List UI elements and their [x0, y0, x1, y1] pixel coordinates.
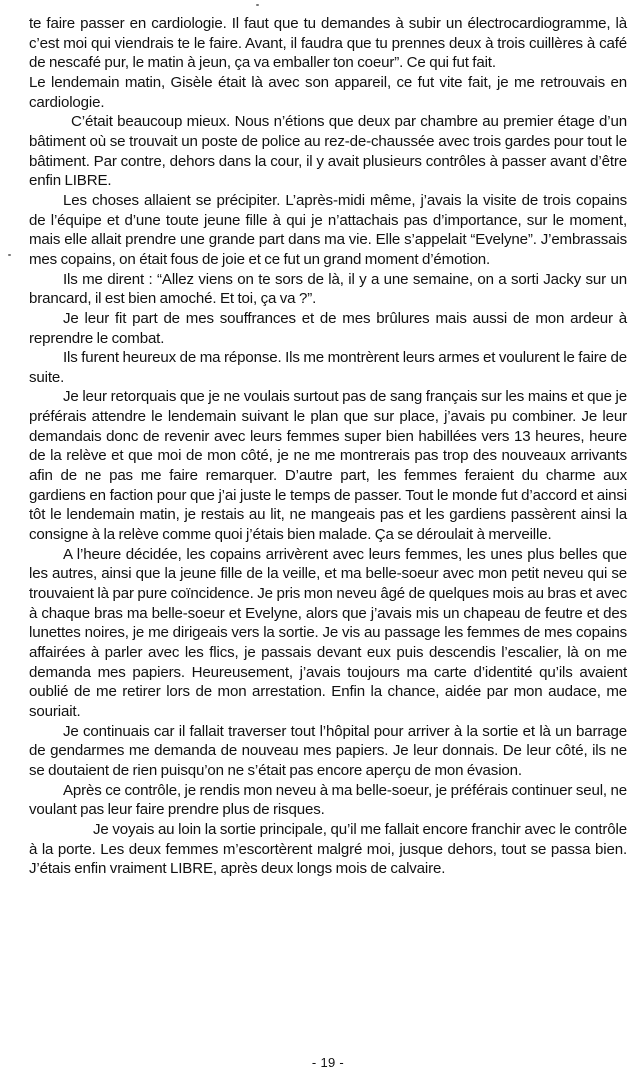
body-text	[29, 14, 627, 879]
scan-speck	[256, 4, 259, 6]
paragraph: Je leur retorquais que je ne voulais surtout pas de sang français sur les mains et que je préférais attendre le lendemain suivant le plan que sur place, j’avais pu combiner. Je leur demandais donc de revenir avec leurs femmes super bien habillées vers 13 heures, heure de la relève et que moi de mon côté, je ne me montrerais pas trop des nouveaux arrivants afin de ne pas me faire remarquer. D’autre part, les femmes feraient du charme aux gardiens en faction pour que j’ai juste le temps de passer. Tout le monde fut d’accord et ainsi tôt le lendemain matin, je restais au lit, ne mangeais pas et les gardiens passèrent ainsi la consigne à la relève comme quoi j’étais bien malade. Ça se déroulait à merveille.	[29, 388, 627, 544]
paragraph: Je leur fit part de mes souffrances et de mes brûlures mais aussi de mon ardeur à reprendre le combat.	[29, 309, 627, 347]
paragraph: Ils furent heureux de ma réponse. Ils me montrèrent leurs armes et voulurent le faire de suite.	[29, 349, 627, 386]
paragraph: te faire passer en cardiologie. Il faut que tu demandes à subir un électrocardiogramme, là c’est moi qui viendrais te le faire. Avant, il faudra que tu prennes deux à trois cuillères à café de nescafé pur, le matin à jeun, ça va emballer ton coeur”. Ce qui fut fait.	[29, 15, 627, 72]
document-page	[29, 14, 627, 1074]
paragraph: Après ce contrôle, je rendis mon neveu à ma belle-soeur, je préférais continuer seul, ne voulant pas leur faire prendre plus de risques.	[29, 781, 627, 819]
paragraph: C’était beaucoup mieux. Nous n’étions que deux par chambre au premier étage d’un bâtiment où se trouvait un poste de police au rez-de-chaussée avec trois gardes pour tout le bâtiment. Par contre, dehors dans la cour, il y avait plusieurs contrôles à passer avant d’être enfin LIBRE.	[29, 113, 627, 190]
page-number: - 19 -	[311, 1055, 345, 1070]
paragraph: A l’heure décidée, les copains arrivèrent avec leurs femmes, les unes plus belles que les autres, ainsi que la jeune fille de la veille, et ma belle-soeur avec mon petit neveu qui se trouvaient là par pure coïncidence. Je pris mon neveu âgé de quelques mois au bras et avec à chaque bras ma belle-soeur et Evelyne, alors que j’avais mis un chapeau de feutre et des lunettes noires, je me dirigeais vers la sortie. Je vis au passage les femmes de mes copains affairées à parler avec les flics, je passais devant eux puis descendis l’escalier, là on me demanda mes papiers. Heureusement, j’avais toujours ma carte d’identité qu’ils avaient oublié de me retirer lors de mon arrestation. Enfin la chance, aidée par mon audace, me souriait.	[29, 545, 627, 720]
paragraph: Le lendemain matin, Gisèle était là avec son appareil, ce fut vite fait, je me retrouvais en cardiologie.	[29, 73, 627, 111]
scan-speck	[8, 254, 11, 256]
paragraph: Je voyais au loin la sortie principale, qu’il me fallait encore franchir avec le contrôle à la porte. Les deux femmes m’escortèrent malgré moi, jusque dehors, tout se passa bien. J’étais enfin vraiment LIBRE, après deux longs mois de calvaire.	[29, 820, 627, 878]
paragraph: Les choses allaient se précipiter. L’après-midi même, j’avais la visite de trois copains de l’équipe et d’une toute jeune fille à qui je n’attachais pas d’importance, sur le moment, mais elle allait prendre une grande part dans ma vie. Elle s’appelait “Evelyne”. J’embrassais mes copains, on était fous de joie et ce fut un grand moment d’émotion.	[29, 191, 627, 268]
paragraph: Je continuais car il fallait traverser tout l’hôpital pour arriver à la sortie et là un barrage de gendarmes me demanda de nouveau mes papiers. Je leur donnais. De leur côté, ils ne se doutaient de rien puisqu’on ne s’était pas encore aperçu de mon évasion.	[29, 722, 627, 779]
paragraph: Ils me dirent : “Allez viens on te sors de là, il y a une semaine, on a sorti Jacky sur un brancard, il est bien amoché. Et toi, ça va ?”.	[29, 270, 627, 308]
